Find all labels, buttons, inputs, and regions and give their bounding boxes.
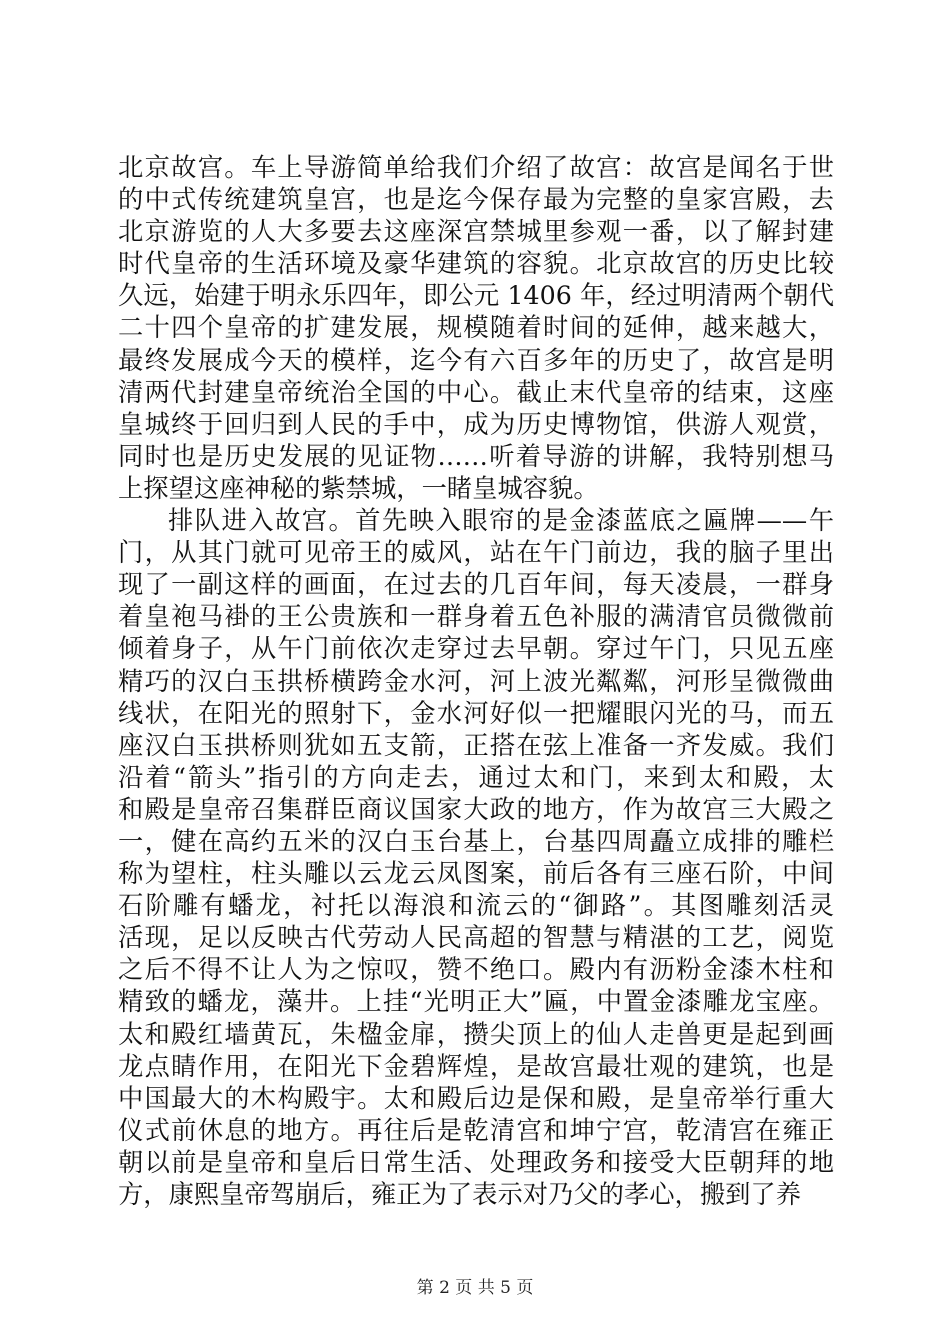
text-line: 称为望柱，柱头雕以云龙云凤图案，前后各有三座石阶，中间 [118, 859, 834, 889]
text-line: 沿着“箭头”指引的方向走去，通过太和门，来到太和殿，太 [118, 762, 834, 792]
page-footer: 第 2 页 共 5 页 [416, 1278, 534, 1298]
text-line: 仪式前休息的地方。再往后是乾清宫和坤宁宫，乾清宫在雍正 [118, 1115, 834, 1145]
text-line: 门，从其门就可见帝王的威风，站在午门前边，我的脑子里出 [118, 538, 834, 568]
text-line: 北京故宫。车上导游简单给我们介绍了故宫：故宫是闻名于世 [118, 153, 834, 182]
text-line: 线状，在阳光的照射下，金水河好似一把耀眼闪光的马，而五 [118, 698, 834, 728]
text-line: 上探望这座神秘的紫禁城，一睹皇城容貌。 [118, 473, 599, 503]
text-line: 排队进入故宫。首先映入眼帘的是金漆蓝底之匾牌——午 [168, 506, 834, 536]
text-line: 同时也是历史发展的见证物……听着导游的讲解，我特别想马 [118, 441, 834, 471]
text-line: 时代皇帝的生活环境及豪华建筑的容貌。北京故宫的历史比较 [118, 249, 834, 279]
paragraph [118, 505, 834, 1211]
text-line: 太和殿红墙黄瓦，朱楹金扉，攒尖顶上的仙人走兽更是起到画 [118, 1019, 834, 1049]
text-line: 二十四个皇帝的扩建发展，规模随着时间的延伸，越来越大， [118, 313, 834, 343]
text-line: 倾着身子，从午门前依次走穿过去早朝。穿过午门，只见五座 [118, 634, 834, 664]
text-line: 最终发展成今天的模样，迄今有六百多年的历史了，故宫是明 [118, 345, 834, 375]
text-line: 久远，始建于明永乐四年，即公元 1406 年，经过明清两个朝代 [118, 281, 834, 311]
text-line: 的中式传统建筑皇宫，也是迄今保存最为完整的皇家宫殿，去 [118, 185, 834, 215]
text-line: 龙点睛作用，在阳光下金碧辉煌，是故宫最壮观的建筑，也是 [118, 1051, 834, 1081]
text-line: 一，健在高约五米的汉白玉台基上，台基四周矗立成排的雕栏 [118, 826, 834, 856]
text-line: 方，康熙皇帝驾崩后，雍正为了表示对乃父的孝心，搬到了养 [118, 1180, 802, 1209]
text-line: 皇城终于回归到人民的手中，成为历史博物馆，供游人观赏， [118, 409, 834, 439]
text-line: 活现，足以反映古代劳动人民高超的智慧与精湛的工艺，阅览 [118, 923, 834, 953]
text-line: 中国最大的木构殿宇。太和殿后边是保和殿，是皇帝举行重大 [118, 1083, 834, 1113]
text-line: 现了一副这样的画面，在过去的几百年间，每天凌晨，一群身 [118, 570, 834, 600]
text-line: 朝以前是皇帝和皇后日常生活、处理政务和接受大臣朝拜的地 [118, 1147, 834, 1177]
text-line: 石阶雕有蟠龙，衬托以海浪和流云的“御路”。其图雕刻活灵 [118, 891, 834, 921]
text-line: 之后不得不让人为之惊叹，赞不绝口。殿内有沥粉金漆木柱和 [118, 955, 834, 985]
text-line: 和殿是皇帝召集群臣商议国家大政的地方，作为故宫三大殿之 [118, 794, 834, 824]
text-line: 清两代封建皇帝统治全国的中心。截止末代皇帝的结束，这座 [118, 377, 834, 407]
text-line: 精致的蟠龙，藻井。上挂“光明正大”匾，中置金漆雕龙宝座。 [118, 987, 834, 1017]
text-line: 北京游览的人大多要去这座深宫禁城里参观一番，以了解封建 [118, 217, 834, 247]
document-body [118, 152, 834, 1211]
paragraph [118, 152, 834, 505]
text-line: 着皇袍马褂的王公贵族和一群身着五色补服的满清官员微微前 [118, 602, 834, 632]
text-line: 座汉白玉拱桥则犹如五支箭，正搭在弦上准备一齐发威。我们 [118, 730, 834, 760]
text-line: 精巧的汉白玉拱桥横跨金水河，河上波光粼粼，河形呈微微曲 [118, 666, 834, 696]
